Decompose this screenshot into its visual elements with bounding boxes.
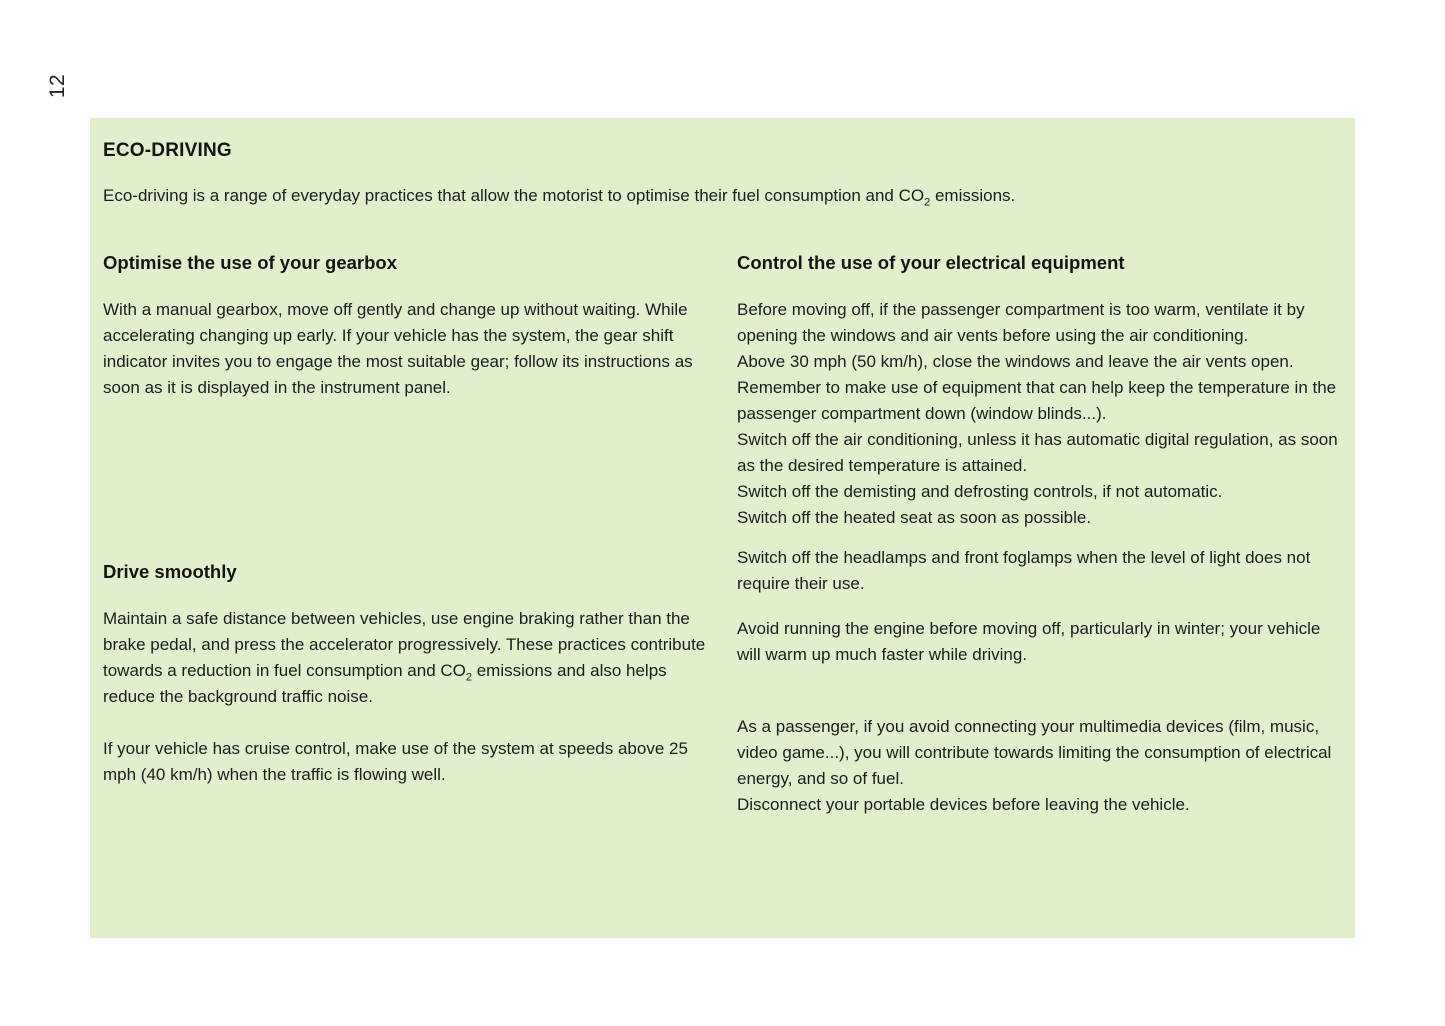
paragraph-disconnect-devices: Disconnect your portable devices before leaving the vehicle. xyxy=(737,795,1190,814)
paragraph-drive-smoothly-pre: Maintain a safe distance between vehicles, use engine braking rather than the brake pedal, and press the accelerator progressively. These practices contribute towards a reduction in fuel consumption and CO xyxy=(103,609,706,680)
paragraph-close-windows: Above 30 mph (50 km/h), close the windows and leave the air vents open. xyxy=(737,352,1294,371)
paragraph-drive-smoothly-post: emissions and also helps reduce the background traffic noise. xyxy=(103,661,667,706)
co2-subscript: 2 xyxy=(465,671,472,684)
heading-optimise-gearbox: Optimise the use of your gearbox xyxy=(103,252,398,273)
paragraph-heated-seat: Switch off the heated seat as soon as possible. xyxy=(737,508,1092,527)
intro-text xyxy=(103,184,1341,208)
two-column-layout xyxy=(103,252,1341,818)
paragraph-gearbox: With a manual gearbox, move off gently and change up without waiting. While accelerating changing up early. If your vehicle has the system, the gear shift indicator invites you to engage the most suitable gear; follow its instructions as soon as it is displayed in the instrument panel. xyxy=(103,300,693,397)
paragraph-demisting: Switch off the demisting and defrosting controls, if not automatic. xyxy=(737,482,1223,501)
page-title: ECO-DRIVING xyxy=(103,140,232,161)
paragraph-cruise-control: If your vehicle has cruise control, make use of the system at speeds above 25 mph (40 km/h) when the traffic is flowing well. xyxy=(103,739,688,784)
heading-electrical-equipment: Control the use of your electrical equipment xyxy=(737,252,1125,273)
paragraph-drive-smoothly xyxy=(103,606,715,710)
paragraph-ventilate: Before moving off, if the passenger compartment is too warm, ventilate it by opening the windows and air vents before using the air conditioning. xyxy=(737,300,1305,345)
intro-text-post: emissions. xyxy=(930,186,1016,205)
eco-driving-panel xyxy=(90,118,1355,938)
paragraph-air-conditioning: Switch off the air conditioning, unless it has automatic digital regulation, as soon as the desired temperature is attained. xyxy=(737,430,1338,475)
co2-subscript: 2 xyxy=(924,196,931,209)
intro-text-pre: Eco-driving is a range of everyday practices that allow the motorist to optimise their fuel consumption and CO xyxy=(103,186,925,205)
column-gearbox xyxy=(103,252,715,818)
paragraph-window-blinds: Remember to make use of equipment that can help keep the temperature in the passenger compartment down (window blinds...). xyxy=(737,378,1337,423)
heading-drive-smoothly: Drive smoothly xyxy=(103,561,237,582)
page-number: 12 xyxy=(46,73,70,99)
paragraph-headlamps: Switch off the headlamps and front foglamps when the level of light does not require their use. xyxy=(737,548,1311,593)
paragraph-engine-warmup: Avoid running the engine before moving off, particularly in winter; your vehicle will warm up much faster while driving. xyxy=(737,619,1321,664)
paragraph-multimedia-devices: As a passenger, if you avoid connecting your multimedia devices (film, music, video game...), you will contribute towards limiting the consumption of electrical energy, and so of fuel. xyxy=(737,717,1332,788)
column-electrical xyxy=(715,252,1341,818)
